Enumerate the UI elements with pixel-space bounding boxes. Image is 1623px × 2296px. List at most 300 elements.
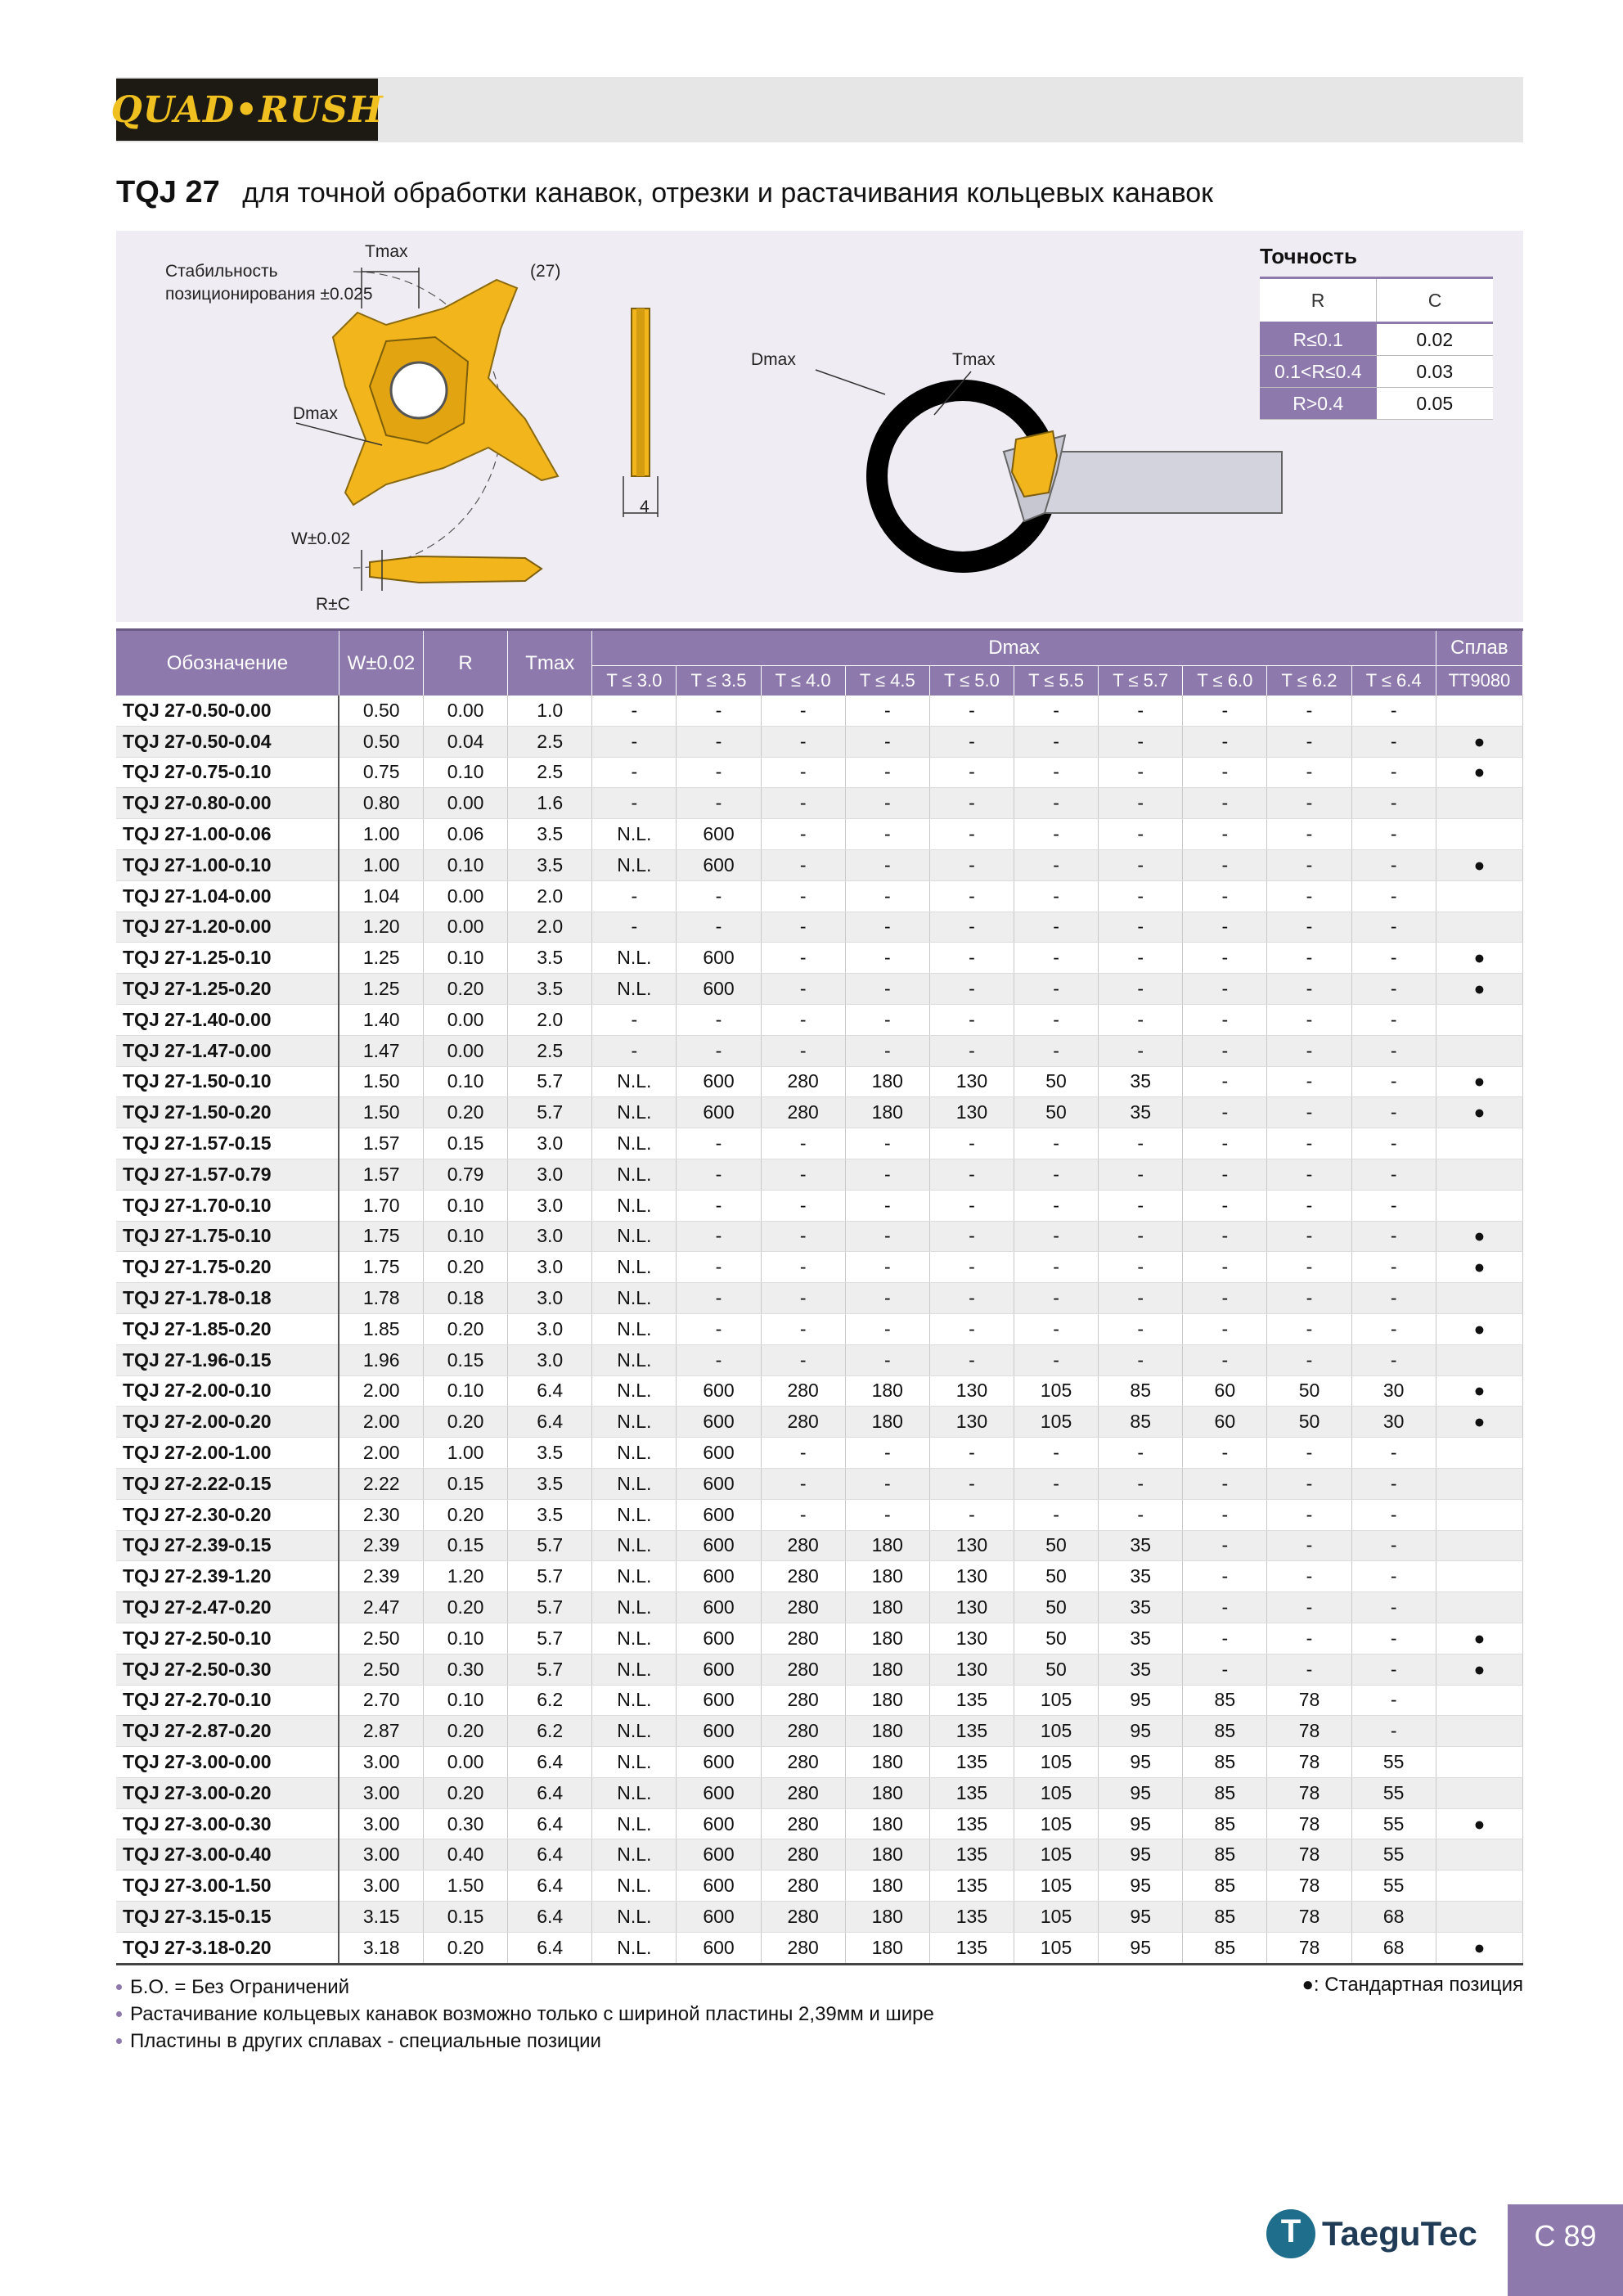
table-cell: 3.0	[508, 1190, 592, 1221]
table-cell: -	[677, 1190, 761, 1221]
table-cell: -	[677, 1283, 761, 1314]
table-cell: -	[1014, 1159, 1099, 1190]
table-cell: 0.15	[424, 1530, 508, 1561]
table-cell: 180	[845, 1592, 929, 1623]
table-cell: 35	[1099, 1592, 1183, 1623]
table-row	[116, 1716, 1523, 1747]
table-cell: 35	[1099, 1097, 1183, 1128]
table-cell: 1.00	[424, 1438, 508, 1469]
cell-designation: TQJ 27-1.96-0.15	[116, 1344, 339, 1375]
table-cell: -	[1183, 1344, 1267, 1375]
table-cell: -	[761, 726, 845, 757]
table-cell: 6.4	[508, 1747, 592, 1778]
logo-text: QUAD•RUSH	[110, 88, 384, 131]
table-cell: -	[1099, 1190, 1183, 1221]
table-cell: -	[1183, 1530, 1267, 1561]
table-cell: 600	[677, 1685, 761, 1716]
table-row	[116, 1871, 1523, 1902]
table-cell: -	[1183, 1035, 1267, 1066]
cell-designation: TQJ 27-3.00-0.20	[116, 1777, 339, 1808]
cell-designation: TQJ 27-0.50-0.04	[116, 726, 339, 757]
table-cell: -	[1351, 974, 1436, 1005]
table-cell: -	[929, 880, 1014, 912]
table-cell: 3.00	[339, 1871, 423, 1902]
table-cell: 280	[761, 1592, 845, 1623]
table-cell: -	[1014, 943, 1099, 974]
table-cell: -	[929, 1468, 1014, 1499]
table-cell: 55	[1351, 1747, 1436, 1778]
table-cell: -	[1267, 788, 1351, 819]
table-cell: -	[1183, 1004, 1267, 1035]
table-cell: 600	[677, 1871, 761, 1902]
table-cell: -	[1014, 1035, 1099, 1066]
table-row	[116, 1685, 1523, 1716]
table-cell: 95	[1099, 1716, 1183, 1747]
table-cell: 130	[929, 1407, 1014, 1438]
table-cell: 78	[1267, 1808, 1351, 1839]
table-cell: N.L.	[592, 1468, 677, 1499]
table-cell: 30	[1351, 1375, 1436, 1407]
cell-grade	[1436, 696, 1522, 726]
table-cell: 105	[1014, 1839, 1099, 1871]
table-cell: 0.20	[424, 1592, 508, 1623]
table-cell: 6.4	[508, 1871, 592, 1902]
table-row	[116, 1035, 1523, 1066]
table-cell: 6.4	[508, 1902, 592, 1933]
table-cell: N.L.	[592, 1623, 677, 1654]
table-row	[116, 912, 1523, 943]
table-cell: 1.85	[339, 1313, 423, 1344]
table-cell: -	[677, 1313, 761, 1344]
table-cell: 3.00	[339, 1777, 423, 1808]
table-cell: 2.30	[339, 1499, 423, 1530]
table-cell: -	[761, 1190, 845, 1221]
table-cell: 3.5	[508, 819, 592, 850]
table-row	[116, 1128, 1523, 1159]
table-cell: -	[1351, 757, 1436, 788]
table-cell: -	[1351, 943, 1436, 974]
table-cell: 60	[1183, 1407, 1267, 1438]
table-row	[116, 1283, 1523, 1314]
cell-grade: ●	[1436, 1407, 1522, 1438]
table-cell: 135	[929, 1839, 1014, 1871]
cell-grade	[1436, 1902, 1522, 1933]
table-cell: -	[1014, 788, 1099, 819]
table-cell: -	[1099, 974, 1183, 1005]
table-cell: -	[1267, 1159, 1351, 1190]
table-row	[116, 696, 1523, 726]
table-cell: -	[1014, 1252, 1099, 1283]
table-cell: 105	[1014, 1932, 1099, 1964]
table-cell: -	[761, 912, 845, 943]
table-cell: 50	[1014, 1530, 1099, 1561]
table-cell: N.L.	[592, 1530, 677, 1561]
table-cell: -	[761, 1313, 845, 1344]
table-cell: 130	[929, 1623, 1014, 1654]
table-cell: -	[845, 1499, 929, 1530]
table-cell: 6.2	[508, 1685, 592, 1716]
accuracy-header-r: R	[1260, 278, 1377, 323]
cell-designation: TQJ 27-2.22-0.15	[116, 1468, 339, 1499]
table-cell: -	[1183, 849, 1267, 880]
table-cell: 105	[1014, 1407, 1099, 1438]
table-cell: -	[1267, 819, 1351, 850]
table-cell: 85	[1183, 1685, 1267, 1716]
cell-grade	[1436, 1344, 1522, 1375]
table-cell: 3.5	[508, 1468, 592, 1499]
table-cell: 0.00	[424, 788, 508, 819]
table-cell: -	[845, 974, 929, 1005]
table-cell: 0.40	[424, 1839, 508, 1871]
table-cell: 95	[1099, 1902, 1183, 1933]
table-cell: 78	[1267, 1685, 1351, 1716]
table-cell: 0.00	[424, 880, 508, 912]
table-cell: -	[1267, 1283, 1351, 1314]
table-cell: -	[1351, 1654, 1436, 1685]
table-cell: 1.20	[339, 912, 423, 943]
cell-designation: TQJ 27-2.00-0.20	[116, 1407, 339, 1438]
table-cell: 0.10	[424, 1375, 508, 1407]
table-cell: -	[1014, 1004, 1099, 1035]
table-cell: 0.15	[424, 1344, 508, 1375]
table-cell: -	[1099, 1499, 1183, 1530]
product-code: TQJ 27	[116, 175, 220, 209]
cell-designation: TQJ 27-3.00-0.40	[116, 1839, 339, 1871]
table-cell: 180	[845, 1561, 929, 1592]
table-cell: 280	[761, 1561, 845, 1592]
cell-designation: TQJ 27-3.00-1.50	[116, 1871, 339, 1902]
table-cell: 280	[761, 1871, 845, 1902]
table-cell: -	[929, 1438, 1014, 1469]
table-cell: 180	[845, 1902, 929, 1933]
table-cell: 6.4	[508, 1808, 592, 1839]
table-cell: 78	[1267, 1902, 1351, 1933]
table-cell: -	[1014, 819, 1099, 850]
table-cell: 50	[1014, 1623, 1099, 1654]
table-cell: N.L.	[592, 1407, 677, 1438]
note-item	[116, 1974, 934, 2001]
table-cell: 0.20	[424, 1716, 508, 1747]
cell-grade	[1436, 880, 1522, 912]
table-row	[116, 849, 1523, 880]
table-row	[116, 1839, 1523, 1871]
table-cell: 85	[1183, 1808, 1267, 1839]
table-cell: 35	[1099, 1654, 1183, 1685]
table-cell: 35	[1099, 1530, 1183, 1561]
table-cell: -	[1351, 1561, 1436, 1592]
table-row	[116, 1777, 1523, 1808]
bullet-icon	[116, 1984, 122, 1990]
table-cell: -	[1183, 943, 1267, 974]
table-cell: 3.0	[508, 1128, 592, 1159]
table-cell: -	[1014, 1221, 1099, 1252]
cell-designation: TQJ 27-1.50-0.10	[116, 1066, 339, 1097]
cell-designation: TQJ 27-1.40-0.00	[116, 1004, 339, 1035]
table-cell: 2.87	[339, 1716, 423, 1747]
table-cell: -	[592, 1004, 677, 1035]
cell-grade: ●	[1436, 849, 1522, 880]
table-cell: 1.75	[339, 1252, 423, 1283]
table-cell: 0.20	[424, 974, 508, 1005]
table-cell: -	[677, 788, 761, 819]
table-cell: -	[1267, 1561, 1351, 1592]
table-row	[116, 1808, 1523, 1839]
table-cell: 280	[761, 1808, 845, 1839]
table-cell: 280	[761, 1932, 845, 1964]
accuracy-value: 0.02	[1377, 323, 1494, 356]
table-cell: 78	[1267, 1716, 1351, 1747]
table-cell: -	[1183, 1221, 1267, 1252]
table-cell: 1.70	[339, 1190, 423, 1221]
table-cell: 130	[929, 1066, 1014, 1097]
table-cell: 2.00	[339, 1375, 423, 1407]
header-dmax-col: T ≤ 5.5	[1014, 666, 1099, 696]
table-cell: -	[845, 1438, 929, 1469]
table-cell: N.L.	[592, 1097, 677, 1128]
table-cell: 280	[761, 1839, 845, 1871]
table-cell: -	[1351, 1685, 1436, 1716]
cell-grade	[1436, 1190, 1522, 1221]
table-cell: -	[1099, 696, 1183, 726]
width-tolerance-label: W±0.02	[291, 529, 351, 548]
table-cell: -	[1351, 1499, 1436, 1530]
table-cell: 85	[1183, 1932, 1267, 1964]
table-cell: 50	[1014, 1561, 1099, 1592]
table-cell: -	[761, 1221, 845, 1252]
table-cell: 2.5	[508, 1035, 592, 1066]
note-text: Пластины в других сплавах - специальные позиции	[130, 2030, 601, 2052]
header-dmax-col: T ≤ 3.0	[592, 666, 677, 696]
table-cell: -	[1099, 1468, 1183, 1499]
accuracy-row	[1260, 388, 1493, 420]
table-cell: -	[1183, 788, 1267, 819]
thickness-label: 4	[640, 497, 650, 516]
table-cell: -	[845, 1468, 929, 1499]
table-cell: -	[1351, 1438, 1436, 1469]
table-cell: 85	[1183, 1902, 1267, 1933]
table-cell: 280	[761, 1530, 845, 1561]
cell-grade	[1436, 1468, 1522, 1499]
table-cell: -	[1267, 912, 1351, 943]
table-cell: N.L.	[592, 1561, 677, 1592]
table-cell: -	[1351, 880, 1436, 912]
table-cell: 3.18	[339, 1932, 423, 1964]
table-cell: -	[929, 1128, 1014, 1159]
table-cell: -	[1267, 974, 1351, 1005]
table-row	[116, 788, 1523, 819]
table-cell: N.L.	[592, 1190, 677, 1221]
cell-grade	[1436, 1777, 1522, 1808]
table-cell: -	[1267, 696, 1351, 726]
table-row	[116, 1747, 1523, 1778]
table-cell: -	[1099, 1283, 1183, 1314]
table-cell: 85	[1183, 1777, 1267, 1808]
table-cell: 3.5	[508, 943, 592, 974]
table-cell: -	[1351, 912, 1436, 943]
header-radius: R	[424, 630, 508, 696]
table-cell: 0.30	[424, 1808, 508, 1839]
table-cell: 130	[929, 1592, 1014, 1623]
table-cell: 50	[1014, 1592, 1099, 1623]
table-cell: -	[1351, 1190, 1436, 1221]
table-cell: 85	[1099, 1375, 1183, 1407]
table-cell: -	[1351, 1035, 1436, 1066]
table-cell: 78	[1267, 1871, 1351, 1902]
table-cell: 0.10	[424, 1066, 508, 1097]
table-cell: N.L.	[592, 1252, 677, 1283]
cell-grade	[1436, 1035, 1522, 1066]
table-cell: N.L.	[592, 1808, 677, 1839]
table-cell: -	[677, 757, 761, 788]
table-row	[116, 1159, 1523, 1190]
table-cell: 600	[677, 1530, 761, 1561]
table-cell: -	[1267, 1468, 1351, 1499]
table-cell: 3.15	[339, 1902, 423, 1933]
cell-designation: TQJ 27-2.50-0.10	[116, 1623, 339, 1654]
table-cell: -	[929, 974, 1014, 1005]
table-cell: 0.15	[424, 1902, 508, 1933]
table-cell: 1.25	[339, 974, 423, 1005]
table-cell: -	[1267, 1654, 1351, 1685]
cell-grade	[1436, 1128, 1522, 1159]
table-cell: -	[761, 819, 845, 850]
table-cell: -	[1099, 1313, 1183, 1344]
table-row	[116, 1375, 1523, 1407]
table-cell: 600	[677, 1808, 761, 1839]
cell-grade	[1436, 912, 1522, 943]
table-cell: 95	[1099, 1685, 1183, 1716]
table-cell: 135	[929, 1685, 1014, 1716]
table-cell: 2.39	[339, 1530, 423, 1561]
table-cell: -	[845, 788, 929, 819]
table-cell: -	[1014, 880, 1099, 912]
table-cell: -	[1183, 1283, 1267, 1314]
table-cell: -	[845, 1221, 929, 1252]
table-row	[116, 1932, 1523, 1964]
table-cell: 95	[1099, 1839, 1183, 1871]
table-cell: 600	[677, 1623, 761, 1654]
table-cell: -	[1351, 1066, 1436, 1097]
table-cell: N.L.	[592, 1685, 677, 1716]
table-cell: -	[761, 1499, 845, 1530]
cell-grade: ●	[1436, 943, 1522, 974]
table-cell: 0.10	[424, 943, 508, 974]
table-cell: 600	[677, 819, 761, 850]
table-cell: 1.50	[424, 1871, 508, 1902]
table-cell: -	[1014, 757, 1099, 788]
table-cell: -	[929, 1499, 1014, 1530]
table-cell: 600	[677, 1839, 761, 1871]
table-cell: 35	[1099, 1066, 1183, 1097]
accuracy-row	[1260, 323, 1493, 356]
table-cell: -	[677, 880, 761, 912]
table-cell: 2.70	[339, 1685, 423, 1716]
table-cell: -	[1351, 696, 1436, 726]
table-row	[116, 819, 1523, 850]
cell-designation: TQJ 27-1.00-0.06	[116, 819, 339, 850]
table-cell: 1.00	[339, 819, 423, 850]
table-cell: 105	[1014, 1871, 1099, 1902]
table-cell: 0.00	[424, 1004, 508, 1035]
table-cell: 3.5	[508, 849, 592, 880]
table-cell: 95	[1099, 1747, 1183, 1778]
cell-grade: ●	[1436, 1066, 1522, 1097]
table-cell: -	[761, 1283, 845, 1314]
table-cell: -	[1183, 1190, 1267, 1221]
table-cell: -	[929, 1004, 1014, 1035]
table-row	[116, 974, 1523, 1005]
table-cell: -	[929, 1283, 1014, 1314]
table-cell: 600	[677, 1654, 761, 1685]
table-cell: -	[1267, 1438, 1351, 1469]
table-cell: -	[677, 726, 761, 757]
cell-designation: TQJ 27-1.70-0.10	[116, 1190, 339, 1221]
table-cell: 50	[1267, 1375, 1351, 1407]
table-cell: -	[1014, 1344, 1099, 1375]
table-cell: 600	[677, 1592, 761, 1623]
table-row	[116, 1344, 1523, 1375]
table-cell: -	[677, 912, 761, 943]
table-cell: -	[929, 943, 1014, 974]
table-cell: 180	[845, 1932, 929, 1964]
table-cell: 3.5	[508, 1499, 592, 1530]
table-cell: 135	[929, 1871, 1014, 1902]
table-cell: N.L.	[592, 1871, 677, 1902]
table-cell: -	[1183, 1066, 1267, 1097]
header-dmax-col: T ≤ 5.7	[1099, 666, 1183, 696]
accuracy-header-c: C	[1377, 278, 1494, 323]
table-cell: -	[1099, 1344, 1183, 1375]
table-cell: 5.7	[508, 1097, 592, 1128]
table-cell: 5.7	[508, 1623, 592, 1654]
accuracy-range: 0.1<R≤0.4	[1260, 356, 1377, 388]
table-cell: -	[592, 696, 677, 726]
table-cell: N.L.	[592, 819, 677, 850]
cell-grade	[1436, 1499, 1522, 1530]
table-cell: 1.96	[339, 1344, 423, 1375]
stability-label: Стабильность	[165, 262, 278, 281]
table-cell: 2.00	[339, 1438, 423, 1469]
cell-designation: TQJ 27-2.39-0.15	[116, 1530, 339, 1561]
cell-designation: TQJ 27-2.30-0.20	[116, 1499, 339, 1530]
cell-grade	[1436, 1561, 1522, 1592]
table-cell: 280	[761, 1685, 845, 1716]
table-cell: 55	[1351, 1871, 1436, 1902]
table-cell: -	[929, 1221, 1014, 1252]
brand-name: TaeguTec	[1322, 2214, 1477, 2253]
table-cell: -	[1183, 819, 1267, 850]
cell-designation: TQJ 27-3.18-0.20	[116, 1932, 339, 1964]
table-cell: 130	[929, 1561, 1014, 1592]
table-cell: -	[1351, 1468, 1436, 1499]
table-cell: -	[677, 1344, 761, 1375]
table-cell: 0.50	[339, 696, 423, 726]
cell-grade	[1436, 1871, 1522, 1902]
table-cell: N.L.	[592, 1221, 677, 1252]
table-cell: -	[677, 1252, 761, 1283]
table-cell: -	[1014, 912, 1099, 943]
cell-grade: ●	[1436, 1097, 1522, 1128]
cell-grade	[1436, 788, 1522, 819]
cell-grade: ●	[1436, 757, 1522, 788]
table-cell: 105	[1014, 1747, 1099, 1778]
table-cell: -	[761, 974, 845, 1005]
table-cell: 2.0	[508, 1004, 592, 1035]
table-cell: 0.00	[424, 1747, 508, 1778]
ring-tmax-label: Tmax	[952, 350, 996, 369]
table-cell: 3.5	[508, 974, 592, 1005]
table-cell: -	[1014, 726, 1099, 757]
